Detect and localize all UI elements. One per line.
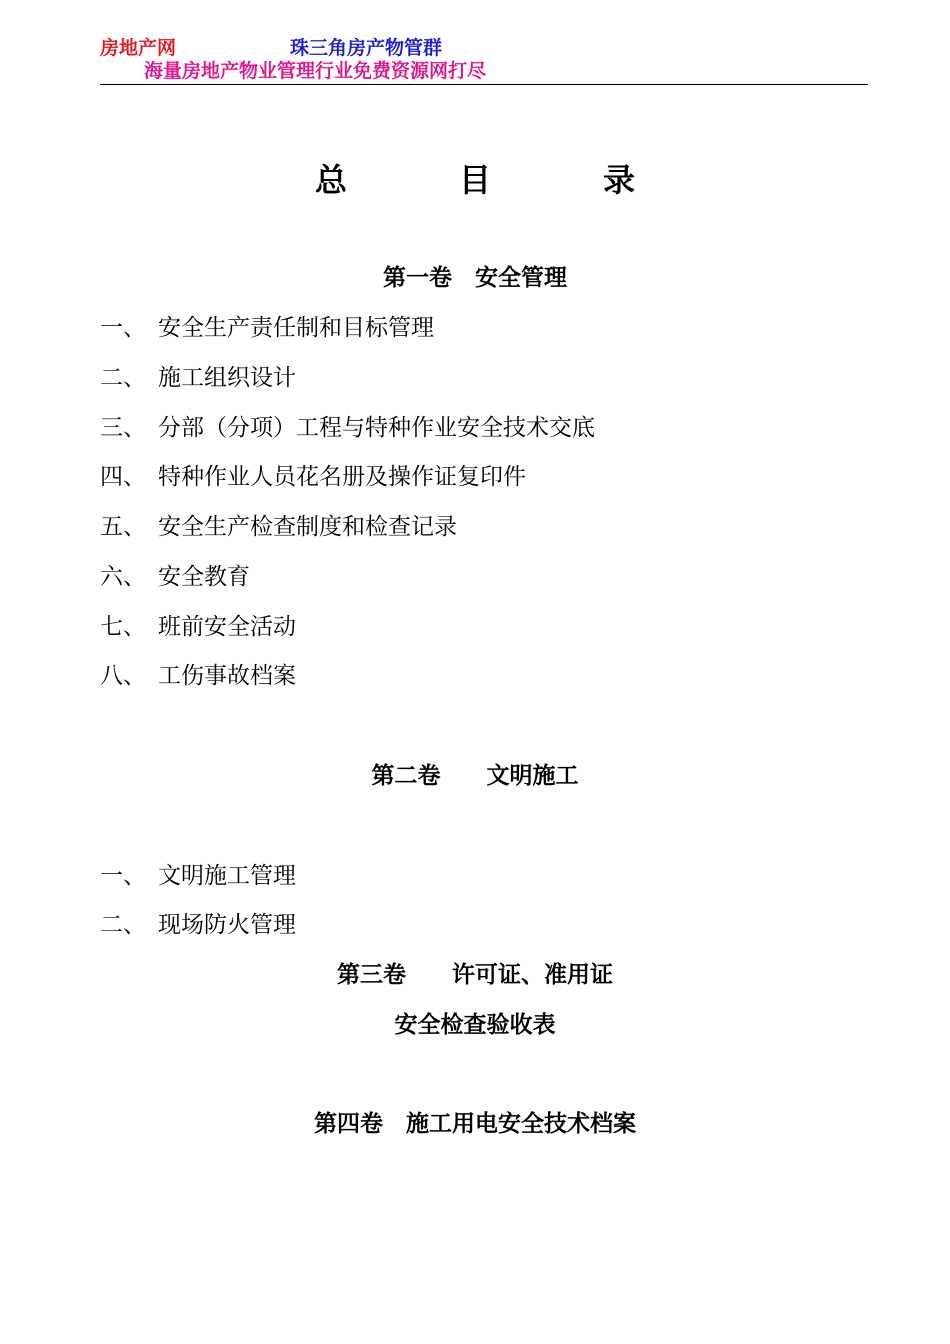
toc-item — [100, 660, 296, 692]
volume-1-heading: 第一卷 安全管理 — [383, 265, 567, 291]
toc-item — [100, 412, 595, 444]
toc-item — [100, 860, 296, 892]
toc-item — [100, 561, 250, 593]
title-char-2: 目 — [458, 161, 491, 199]
toc-item — [100, 611, 296, 643]
toc-item-label: 特种作业人员花名册及操作证复印件 — [158, 464, 526, 490]
toc-item-number: 三、 — [100, 415, 146, 441]
toc-item-number: 二、 — [100, 365, 146, 391]
toc-item — [100, 511, 457, 543]
header-tagline: 海量房地产物业管理行业免费资源网打尽 — [144, 60, 487, 82]
header-site-name: 房地产网 — [100, 37, 177, 59]
toc-item-label: 班前安全活动 — [158, 614, 296, 640]
page-header — [100, 36, 868, 85]
toc-item-label: 工伤事故档案 — [158, 663, 296, 689]
volume-4-heading: 第四卷 施工用电安全技术档案 — [314, 1111, 636, 1137]
toc-item — [100, 312, 434, 344]
document-title — [0, 158, 950, 202]
volume-2-heading: 第二卷 文明施工 — [371, 763, 579, 789]
toc-item-label: 施工组织设计 — [158, 365, 296, 391]
header-group-name: 珠三角房产物管群 — [290, 37, 443, 59]
toc-item-number: 八、 — [100, 663, 146, 689]
toc-item-number: 四、 — [100, 464, 146, 490]
toc-item-number: 六、 — [100, 564, 146, 590]
toc-item-number: 七、 — [100, 614, 146, 640]
toc-item-number: 五、 — [100, 514, 146, 540]
toc-item — [100, 461, 526, 493]
volume-3-subheading: 安全检查验收表 — [394, 1012, 556, 1038]
volume-3-heading: 第三卷 许可证、准用证 — [337, 962, 613, 988]
toc-item-number: 二、 — [100, 912, 146, 938]
title-char-1: 总 — [314, 161, 347, 199]
title-char-3: 录 — [603, 161, 636, 199]
toc-item-number: 一、 — [100, 863, 146, 889]
toc-item — [100, 909, 296, 941]
toc-item-label: 文明施工管理 — [158, 863, 296, 889]
toc-item-label: 现场防火管理 — [158, 912, 296, 938]
toc-item — [100, 362, 296, 394]
toc-item-number: 一、 — [100, 315, 146, 341]
toc-item-label: 安全教育 — [158, 564, 250, 590]
toc-item-label: 分部（分项）工程与特种作业安全技术交底 — [158, 415, 595, 441]
toc-item-label: 安全生产检查制度和检查记录 — [158, 514, 457, 540]
toc-item-label: 安全生产责任制和目标管理 — [158, 315, 434, 341]
